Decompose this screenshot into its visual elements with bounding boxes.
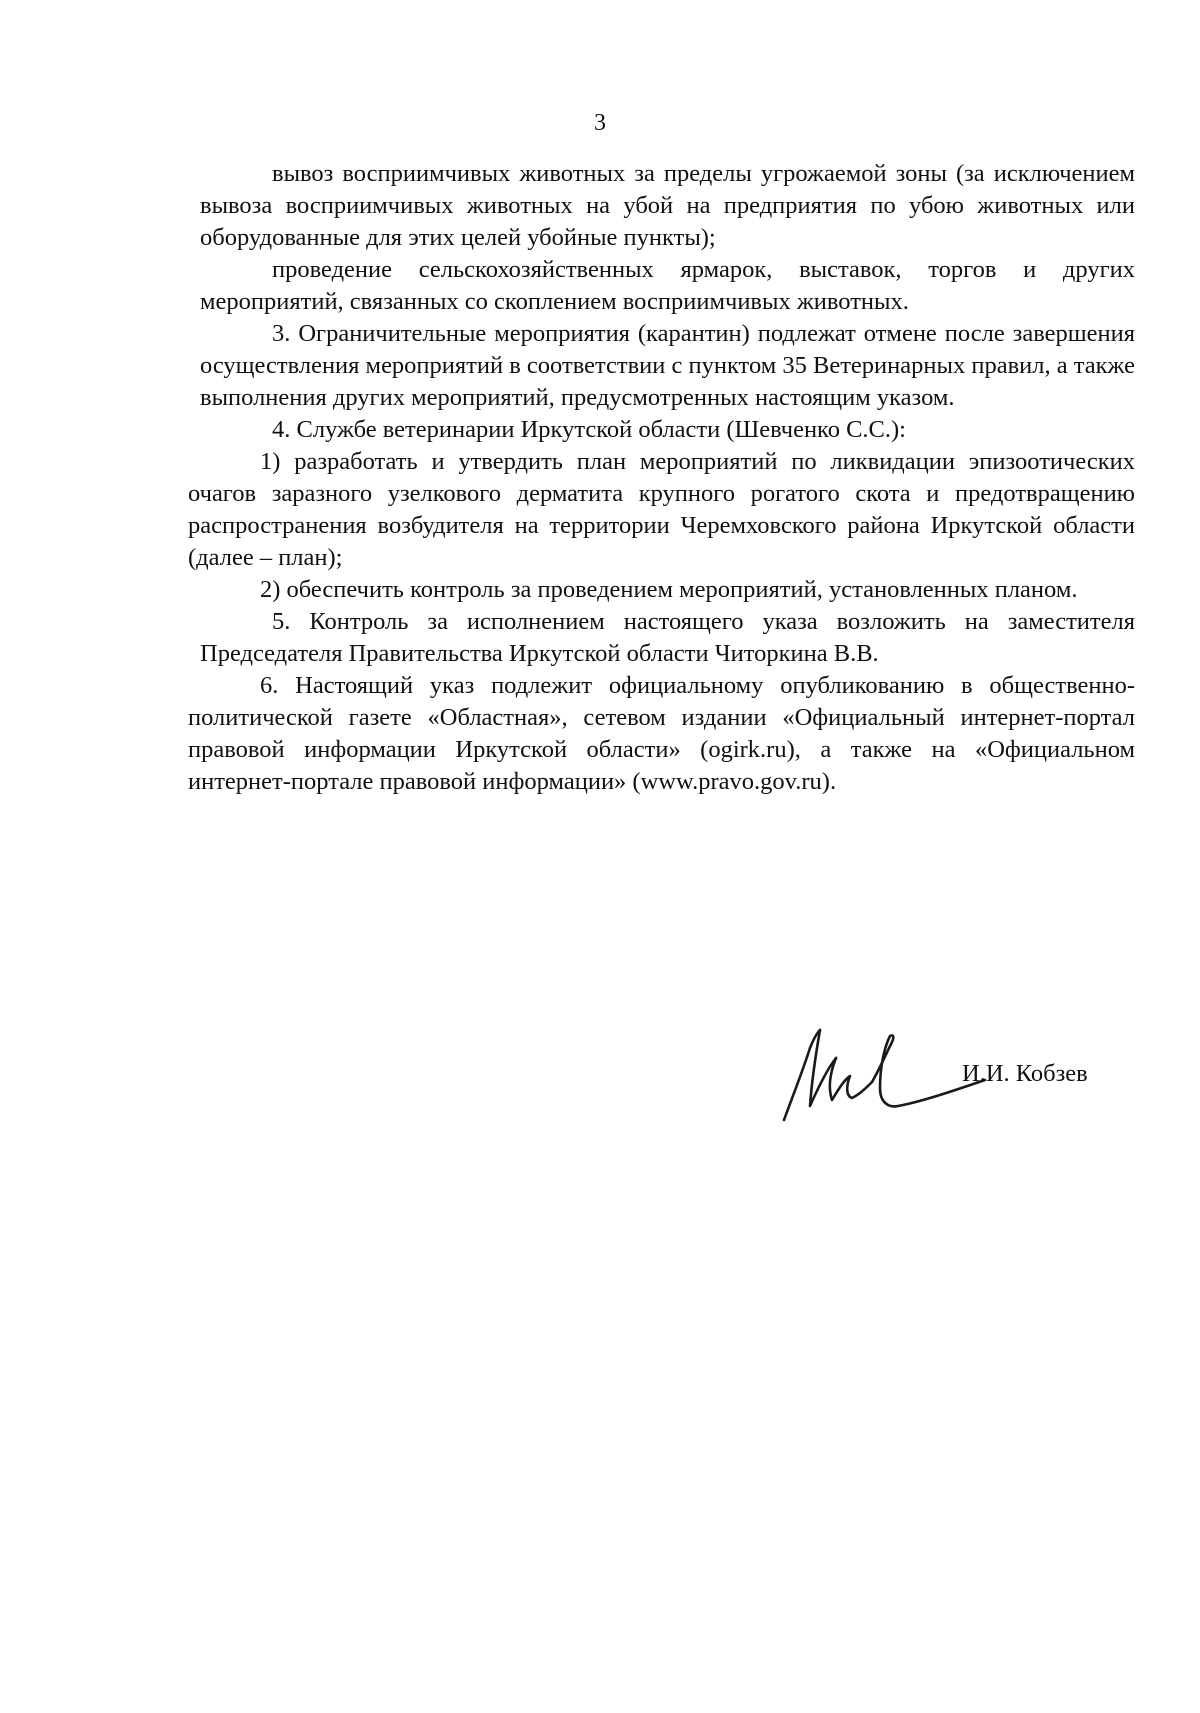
paragraph-item-5: 5. Контроль за исполнением настоящего указа возложить на заместителя Председателя Правительства Иркутской области Читоркина В.В. bbox=[200, 608, 1135, 667]
paragraph-item-4-1: 1) разработать и утвердить план мероприятий по ликвидации эпизоотических очагов заразного узелкового дерматита крупного рогатого скота и предотвращению распространения возбудителя на территории Черемховского района Иркутской области (далее – план); bbox=[188, 448, 1135, 571]
paragraph-item-4: 4. Службе ветеринарии Иркутской области (Шевченко С.С.): bbox=[272, 416, 906, 443]
paragraph-item-6: 6. Настоящий указ подлежит официальному опубликованию в общественно-политической газете «Областная», сетевом издании «Официальный интернет-портал правовой информации Иркутской области» (ogirk.ru), а также на «Официальном интернет-портале правовой информации» (www.pravo.gov.ru). bbox=[188, 672, 1135, 795]
page-number: 3 bbox=[594, 110, 606, 136]
paragraph-export-ban: вывоз восприимчивых животных за пределы угрожаемой зоны (за исключением вывоза восприимчивых животных на убой на предприятия по убою животных или оборудованные для этих целей убойные пункты); bbox=[200, 160, 1135, 251]
signature-block bbox=[780, 1018, 1140, 1128]
signer-name: И.И. Кобзев bbox=[962, 1060, 1088, 1087]
paragraph-item-4-2: 2) обеспечить контроль за проведением мероприятий, установленных планом. bbox=[260, 576, 1078, 603]
decree-body bbox=[188, 158, 1135, 798]
paragraph-item-3: 3. Ограничительные мероприятия (карантин) подлежат отмене после завершения осуществления мероприятий в соответствии с пунктом 35 Ветеринарных правил, а также выполнения других мероприятий, предусмотренных настоящим указом. bbox=[200, 320, 1135, 411]
paragraph-fairs-ban: проведение сельскохозяйственных ярмарок, выставок, торгов и других мероприятий, связанных со скоплением восприимчивых животных. bbox=[200, 256, 1135, 315]
